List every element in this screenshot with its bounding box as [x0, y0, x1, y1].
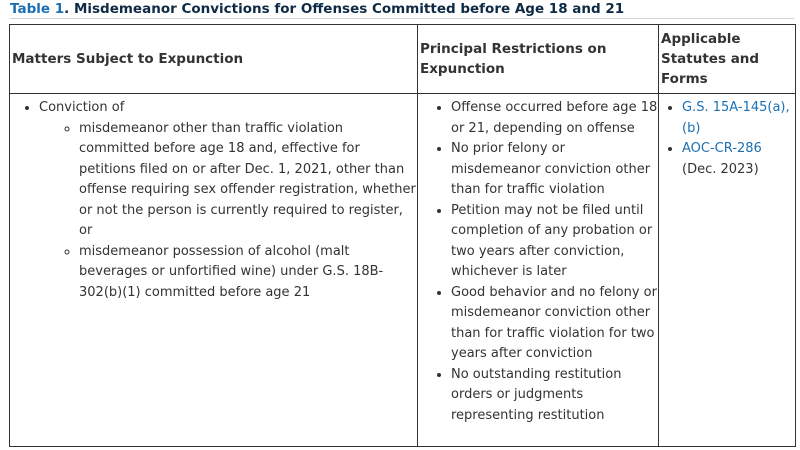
list-item: • No outstanding restitution orders or judgments representing restitution [451, 365, 658, 427]
table-title: . Misdemeanor Convictions for Offenses Committed before Age 18 and 21 [64, 1, 625, 17]
list-item: ◦ misdemeanor other than traffic violation committed before age 18 and, effective for petitions filed on or after Dec. 1, 2021, other than offense requiring sex offender registration, whether or not the person is currently required to register, or [79, 119, 417, 242]
matters-cell [10, 94, 418, 447]
restrictions-cell [418, 94, 659, 447]
restrictions-list [418, 98, 658, 426]
table-row [10, 94, 796, 447]
form-date: (Dec. 2023) [682, 161, 759, 177]
matters-sublist [39, 119, 417, 304]
statutes-list [659, 98, 795, 180]
statutes-cell [659, 94, 796, 447]
expunction-table [9, 24, 796, 447]
table-header-row [10, 25, 796, 94]
header-matters: Matters Subject to Expunction [10, 25, 418, 94]
list-item: • Offense occurred before age 18 or 21, depending on offense [451, 98, 658, 139]
list-item: • Petition may not be filed until completion of any probation or two years after conviction, whichever is later [451, 201, 658, 283]
form-link[interactable]: AOC-CR-286 [682, 141, 762, 156]
list-item: ◦ misdemeanor possession of alcohol (malt beverages or unfortified wine) under G.S. 18B-302(b)(1) committed before age 21 [79, 242, 417, 304]
statute-link[interactable]: G.S. 15A-145(a), (b) [682, 100, 790, 136]
list-item: • No prior felony or misdemeanor conviction other than for traffic violation [451, 139, 658, 201]
header-restrictions: Principal Restrictions on Expunction [418, 25, 659, 94]
list-item [39, 98, 417, 303]
list-item: • Good behavior and no felony or misdemeanor conviction other than for traffic violation for two years after conviction [451, 283, 658, 365]
table-label: Table 1 [10, 1, 65, 17]
header-statutes: Applicable Statutes and Forms [659, 25, 796, 94]
table-caption [10, 1, 624, 17]
list-item [682, 98, 791, 139]
matters-main-text: Conviction of [39, 100, 125, 115]
caption-divider [10, 18, 794, 19]
list-item [682, 139, 791, 180]
matters-list [10, 98, 417, 303]
